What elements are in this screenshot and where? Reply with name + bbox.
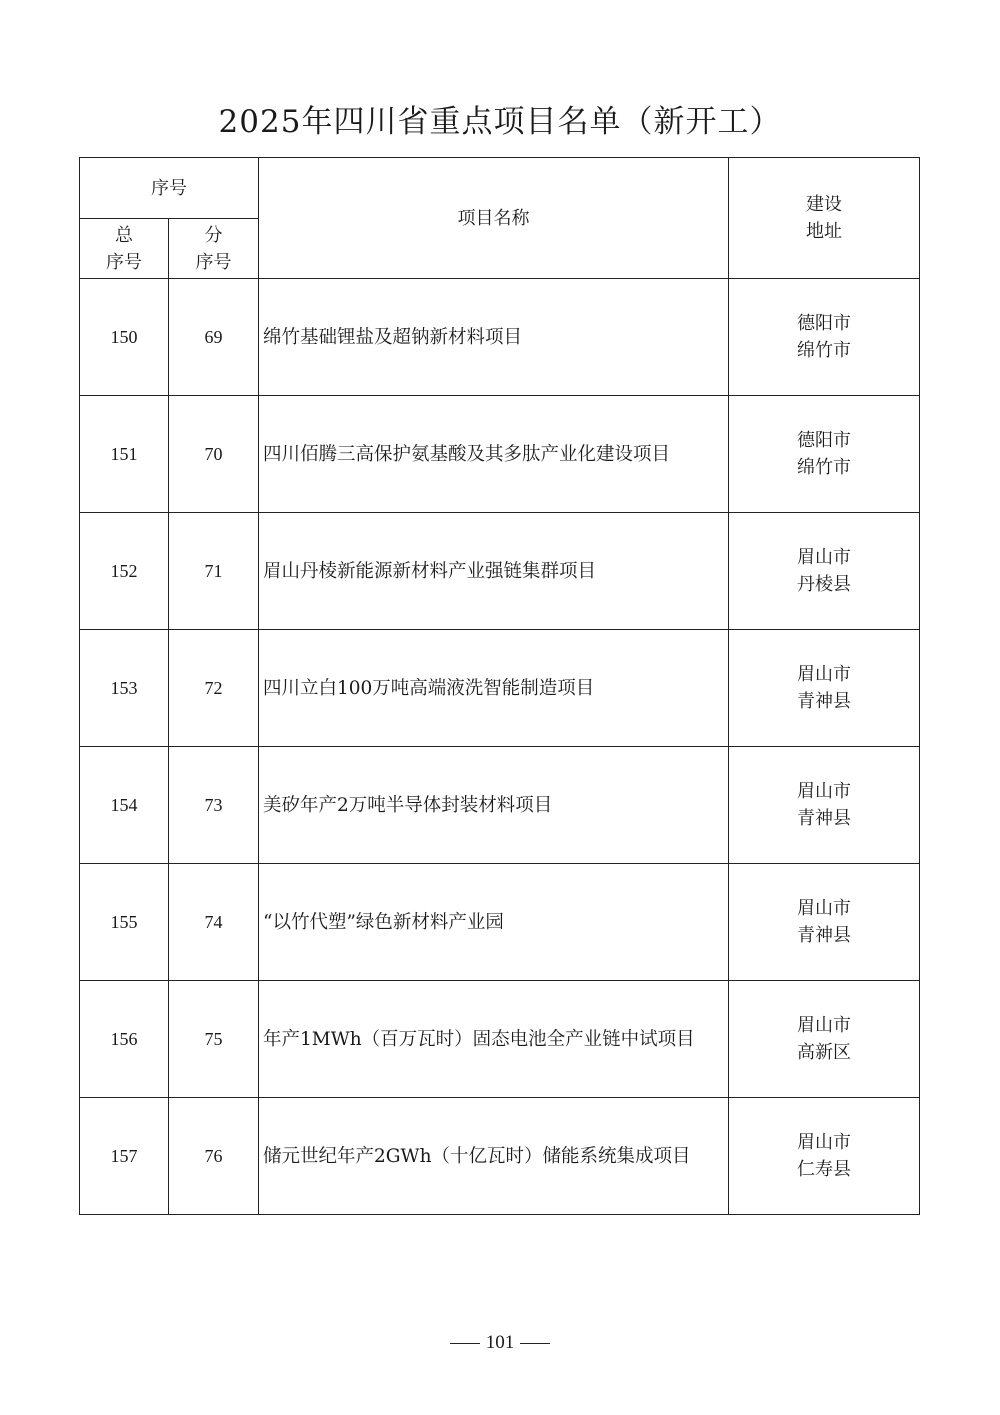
- sub-seq-cell: 71: [169, 513, 259, 630]
- location-cell: [729, 513, 920, 630]
- location-cell: [729, 279, 920, 396]
- table-row: [80, 630, 920, 747]
- table-row: [80, 864, 920, 981]
- location-county: 高新区: [797, 1042, 851, 1063]
- location-city: 德阳市: [797, 313, 851, 334]
- location-county: 青神县: [797, 691, 851, 712]
- project-name-cell: 四川佰腾三高保护氨基酸及其多肽产业化建设项目: [259, 396, 729, 513]
- page-title: 2025年四川省重点项目名单（新开工）: [218, 104, 782, 140]
- location-county: 绵竹市: [797, 340, 851, 361]
- table-row: [80, 396, 920, 513]
- location-cell: [729, 396, 920, 513]
- total-seq-cell: 154: [80, 747, 169, 864]
- sub-seq-cell: 69: [169, 279, 259, 396]
- header-sub-seq-line2: 序号: [195, 251, 232, 273]
- location-cell: [729, 864, 920, 981]
- location-cell: [729, 981, 920, 1098]
- total-seq-cell: 156: [80, 981, 169, 1098]
- sub-seq-cell: 70: [169, 396, 259, 513]
- location-cell: [729, 1098, 920, 1215]
- project-name-cell: 年产1MWh（百万瓦时）固态电池全产业链中试项目: [259, 981, 729, 1098]
- location-city: 眉山市: [797, 664, 851, 685]
- project-name-cell: 眉山丹棱新能源新材料产业强链集群项目: [259, 513, 729, 630]
- total-seq-cell: 153: [80, 630, 169, 747]
- location-city: 眉山市: [797, 1015, 851, 1036]
- sub-seq-cell: 76: [169, 1098, 259, 1215]
- sub-seq-cell: 75: [169, 981, 259, 1098]
- page-number: 101: [485, 1332, 515, 1353]
- location-cell: [729, 630, 920, 747]
- total-seq-cell: 157: [80, 1098, 169, 1215]
- location-city: 眉山市: [797, 1132, 851, 1153]
- sub-seq-cell: 72: [169, 630, 259, 747]
- table-row: [80, 747, 920, 864]
- project-name-cell: 四川立白100万吨高端液洗智能制造项目: [259, 630, 729, 747]
- header-seq-group: 序号: [80, 158, 259, 219]
- location-county: 青神县: [797, 925, 851, 946]
- total-seq-cell: 150: [80, 279, 169, 396]
- location-county: 仁寿县: [797, 1159, 851, 1180]
- location-city: 德阳市: [797, 430, 851, 451]
- location-city: 眉山市: [797, 898, 851, 919]
- header-total-seq-line1: 总: [115, 224, 133, 246]
- table-row: [80, 981, 920, 1098]
- total-seq-cell: 155: [80, 864, 169, 981]
- footer-dash-left: [450, 1343, 480, 1344]
- header-location-line2: 地址: [806, 221, 842, 242]
- table-row: [80, 279, 920, 396]
- table-header: [80, 158, 920, 279]
- total-seq-cell: 151: [80, 396, 169, 513]
- page-footer: [0, 1332, 1000, 1354]
- total-seq-cell: 152: [80, 513, 169, 630]
- project-name-cell: 美矽年产2万吨半导体封装材料项目: [259, 747, 729, 864]
- project-name-cell: 储元世纪年产2GWh（十亿瓦时）储能系统集成项目: [259, 1098, 729, 1215]
- header-total-seq-line2: 序号: [106, 251, 142, 273]
- table-row: [80, 513, 920, 630]
- sub-seq-cell: 74: [169, 864, 259, 981]
- header-project-name: 项目名称: [259, 158, 729, 279]
- project-table: [79, 157, 920, 1215]
- footer-dash-right: [520, 1343, 550, 1344]
- table-row: [80, 1098, 920, 1215]
- header-sub-seq-line1: 分: [204, 224, 223, 246]
- header-total-seq: [80, 219, 169, 279]
- header-location: [729, 158, 920, 279]
- project-name-cell: 绵竹基础锂盐及超钠新材料项目: [259, 279, 729, 396]
- project-name-cell: “以竹代塑”绿色新材料产业园: [259, 864, 729, 981]
- header-sub-seq: [169, 219, 259, 279]
- location-cell: [729, 747, 920, 864]
- sub-seq-cell: 73: [169, 747, 259, 864]
- header-location-line1: 建设: [806, 194, 842, 215]
- location-city: 眉山市: [797, 781, 851, 802]
- location-city: 眉山市: [797, 547, 851, 568]
- location-county: 丹棱县: [797, 574, 851, 595]
- location-county: 青神县: [797, 808, 851, 829]
- location-county: 绵竹市: [797, 457, 851, 478]
